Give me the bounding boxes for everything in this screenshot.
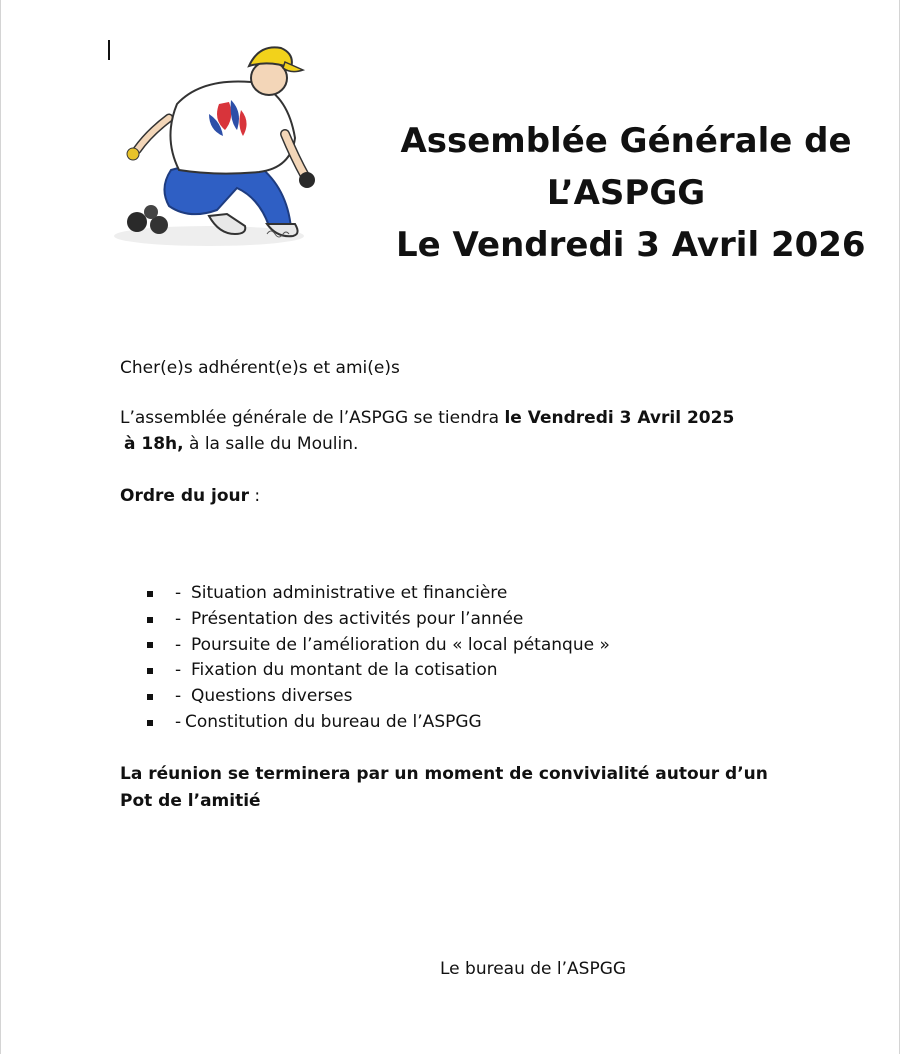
announcement-line-2 <box>124 431 358 457</box>
item-dash: - <box>175 583 182 603</box>
agenda-heading-label: Ordre du jour <box>120 486 250 506</box>
item-dash: - <box>175 634 182 655</box>
announcement-date: le Vendredi 3 Avril 2025 <box>504 408 735 428</box>
bullet-square-icon <box>147 720 153 726</box>
bullet-square-icon <box>147 694 153 700</box>
list-item <box>141 658 610 684</box>
bullet-square-icon <box>147 591 153 597</box>
item-text: Fixation du montant de la cotisation <box>191 660 498 681</box>
list-item <box>141 581 610 607</box>
petanque-player-illustration <box>109 38 319 260</box>
list-item <box>141 710 610 736</box>
signature: Le bureau de l’ASPGG <box>440 959 627 979</box>
agenda-heading <box>120 483 260 509</box>
item-dash: - <box>175 686 182 707</box>
bullet-square-icon <box>147 668 153 674</box>
item-text: Présentation des activités pour l’année <box>191 608 524 629</box>
item-text: Situation administrative et financière <box>191 583 508 603</box>
closing-statement: La réunion se terminera par un moment de convivialité autour d’un Pot de l’amitié <box>120 764 768 811</box>
item-dash: - <box>175 608 182 629</box>
item-dash: - <box>175 660 182 681</box>
bullet-square-icon <box>147 642 153 648</box>
announcement-time: à 18h, <box>124 434 184 454</box>
announcement-start: L’assemblée générale de l’ASPGG se tiendra <box>120 408 505 428</box>
item-text: Constitution du bureau de l’ASPGG <box>185 711 482 732</box>
greeting: Cher(e)s adhérent(e)s et ami(e)s <box>120 358 400 378</box>
title-line-1: Assemblée Générale de <box>400 121 852 161</box>
agenda-list <box>141 581 610 736</box>
agenda-heading-colon: : <box>249 486 261 506</box>
title-line-3: Le Vendredi 3 Avril 2026 <box>396 225 866 265</box>
announcement-line-1 <box>120 405 734 431</box>
announcement-place: à la salle du Moulin. <box>183 434 359 454</box>
list-item <box>141 607 610 633</box>
document-title <box>396 115 866 271</box>
item-dash: - <box>175 711 182 732</box>
list-item <box>141 684 610 710</box>
item-text: Questions diverses <box>191 686 353 707</box>
bullet-square-icon <box>147 617 153 623</box>
title-line-2: L’ASPGG <box>546 173 706 213</box>
list-item <box>141 633 610 659</box>
item-text: Poursuite de l’amélioration du « local pétanque » <box>191 634 610 655</box>
